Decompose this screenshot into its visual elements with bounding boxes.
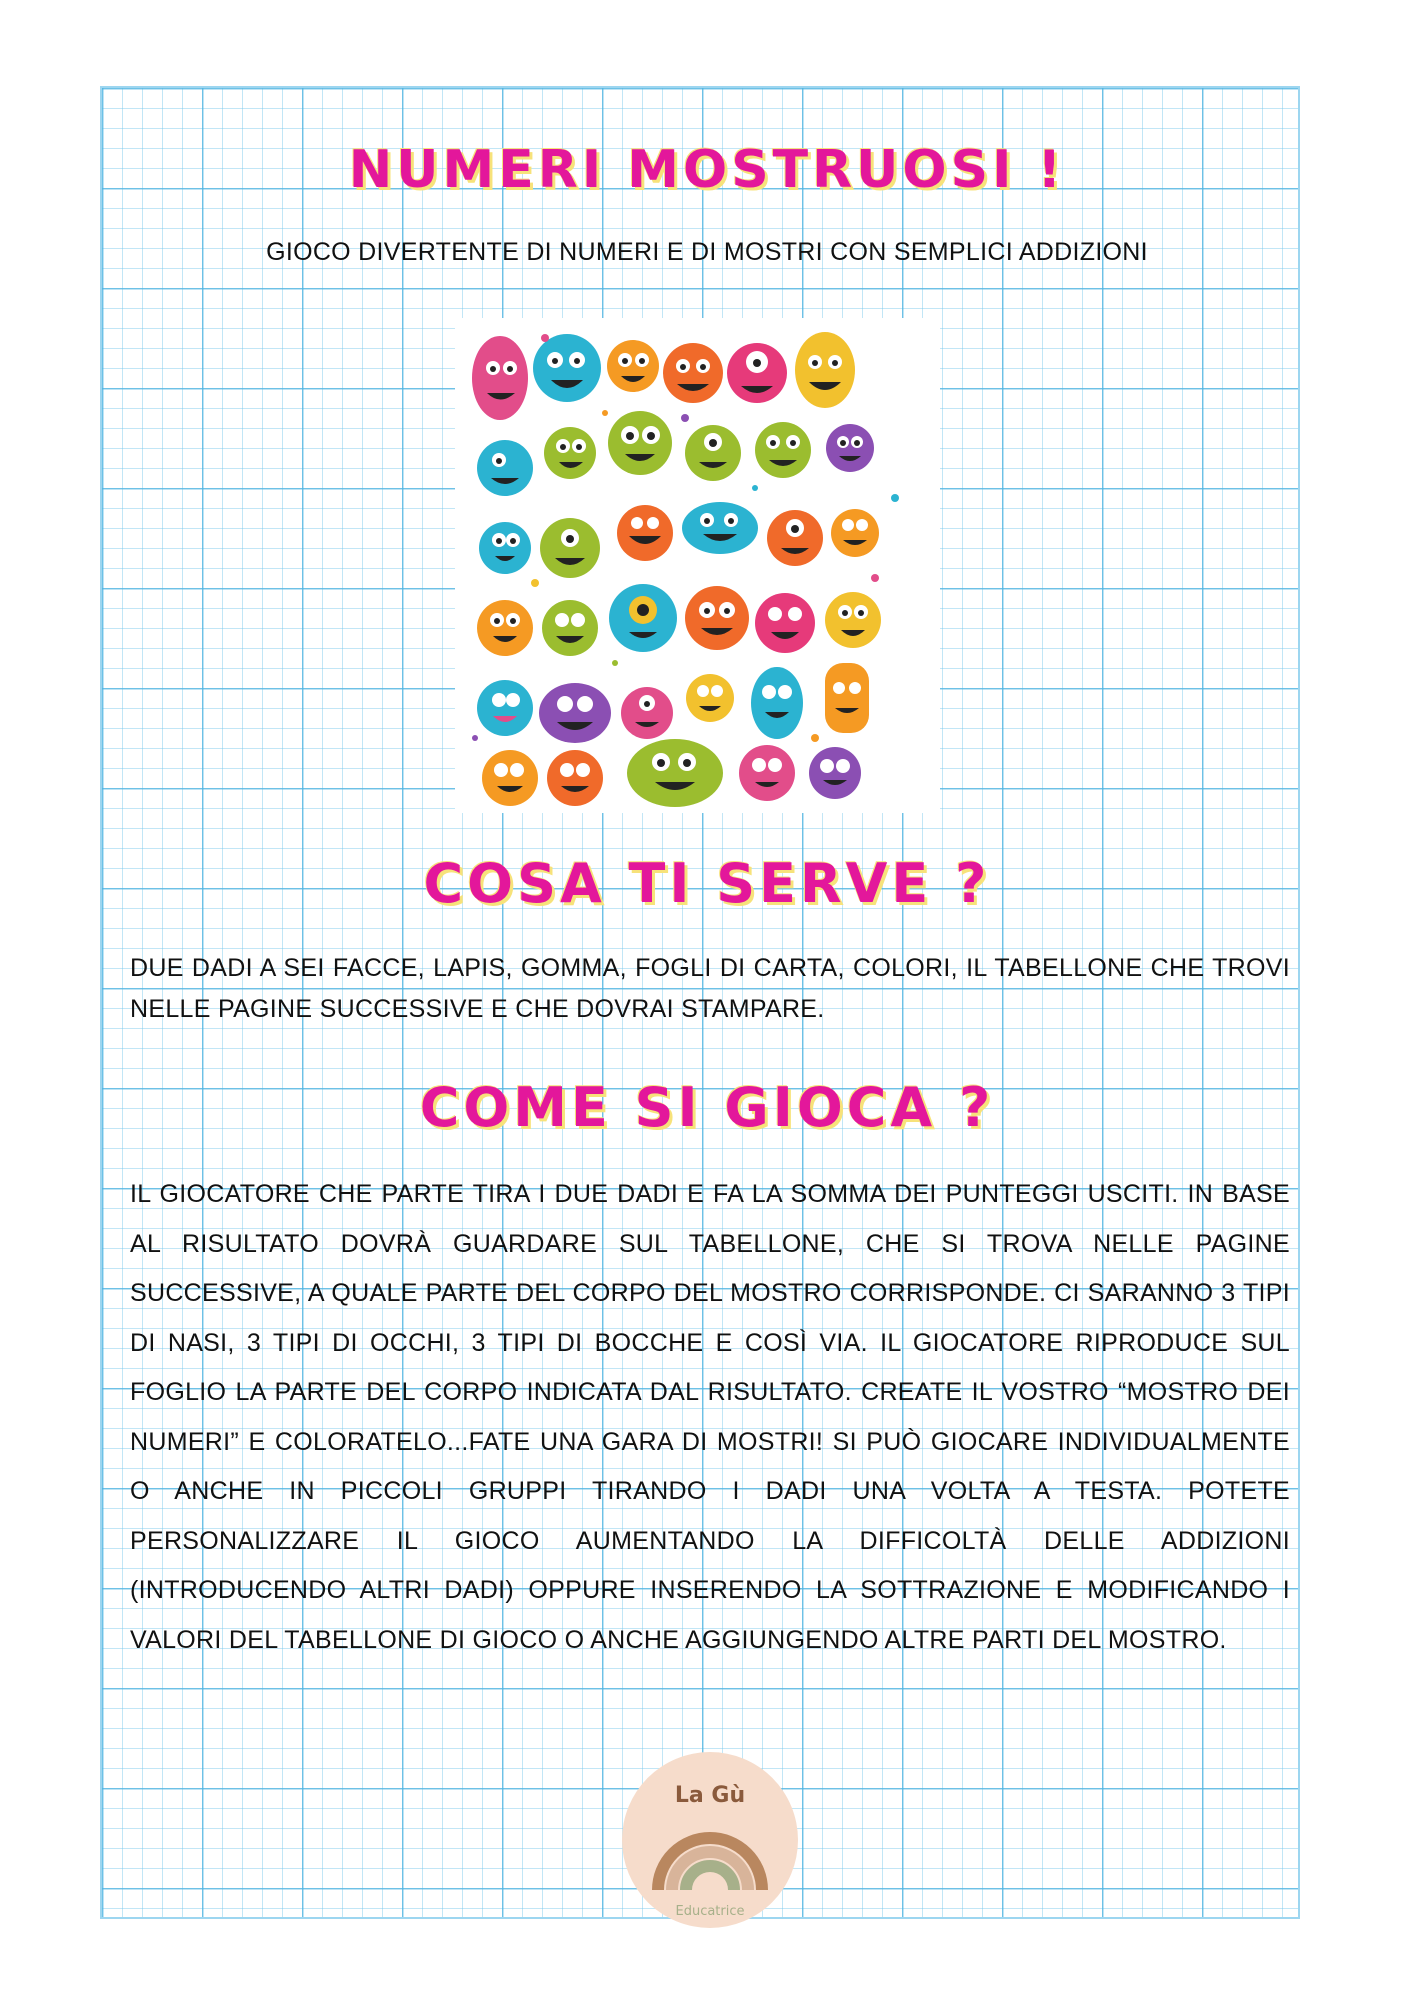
brand-logo-tagline: Educatrice [675,1904,745,1919]
monsters-illustration [455,318,940,813]
section-heading-requirements: COSA TI SERVE ? [423,852,991,915]
monster-faces [472,332,881,807]
page-subtitle: GIOCO DIVERTENTE DI NUMERI E DI MOSTRI CON SEMPLICI ADDIZIONI [266,238,1148,266]
section-heading-rules: COME SI GIOCA ? [419,1076,995,1139]
brand-logo-name: La Gù [674,1783,746,1808]
rules-text: IL GIOCATORE CHE PARTE TIRA I DUE DADI E FA LA SOMMA DEI PUNTEGGI USCITI. IN BASE AL RISULTATO DOVRÀ GUARDARE SUL TABELLONE, CHE SI TROVA NELLE PAGINE SUCCESSIVE, A QUALE PARTE DEL CORPO DEL MOSTRO CORRISPONDE. CI SARANNO 3 TIPI DI NASI, 3 TIPI DI OCCHI, 3 TIPI DI BOCCHE E COSÌ VIA. IL GIOCATORE RIPRODUCE SUL FOGLIO LA PARTE DEL CORPO INDICATA DAL RISULTATO. CREATE IL VOSTRO “MOSTRO DEI NUMERI” E COLORATELO...FATE UNA GARA DI MOSTRI! SI PUÒ GIOCARE INDIVIDUALMENTE O ANCHE IN PICCOLI GRUPPI TIRANDO I DADI UNA VOLTA A TESTA. POTETE PERSONALIZZARE IL GIOCO AUMENTANDO LA DIFFICOLTÀ DELLE ADDIZIONI (INTRODUCENDO ALTRI DADI) OPPURE INSERENDO LA SOTTRAZIONE E MODIFICANDO I VALORI DEL TABELLONE DI GIOCO O ANCHE AGGIUNGENDO ALTRE PARTI DEL MOSTRO. [130,1180,1290,1654]
requirements-text: DUE DADI A SEI FACCE, LAPIS, GOMMA, FOGLI DI CARTA, COLORI, IL TABELLONE CHE TROVI NELLE PAGINE SUCCESSIVE E CHE DOVRAI STAMPARE. [130,954,1290,1023]
brand-logo [620,1750,800,1930]
page-title: NUMERI MOSTRUOSI ! [348,140,1066,200]
